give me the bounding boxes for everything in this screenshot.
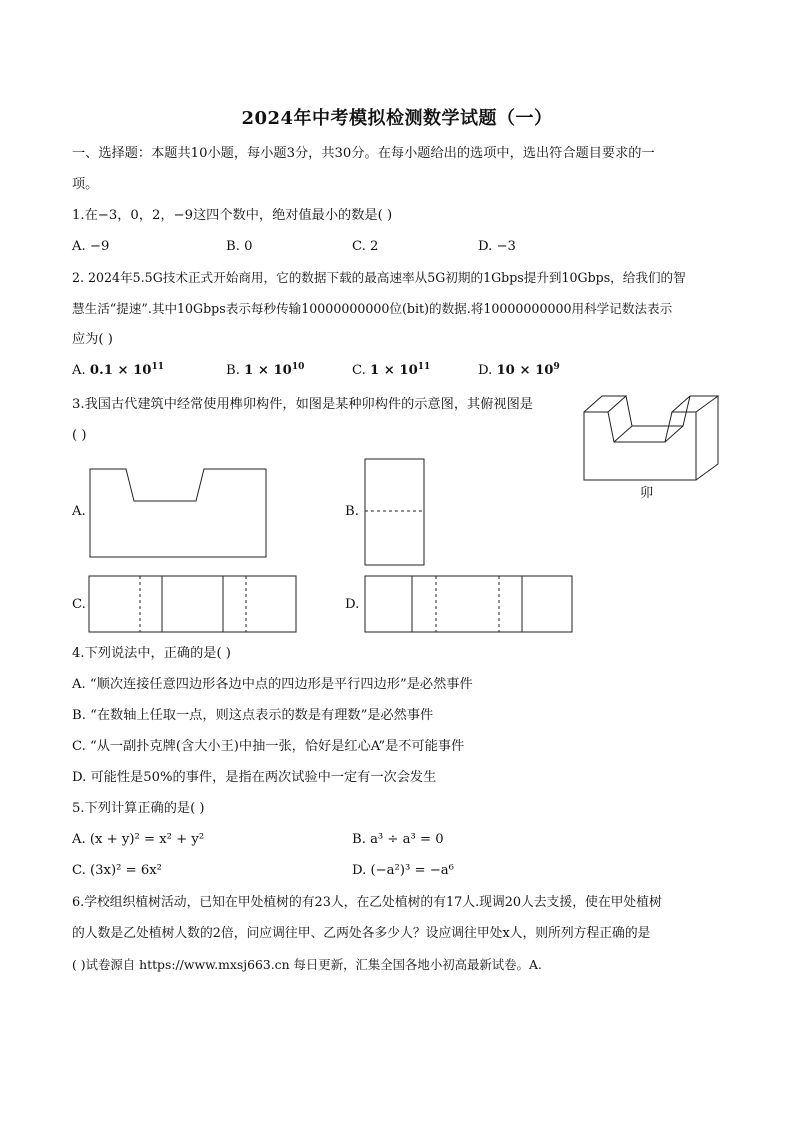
q2-option-c-base: 1 × 10: [370, 363, 418, 378]
q1-option-b: B. 0: [226, 239, 253, 254]
q5-option-d: D. (−a²)³ = −a⁶: [352, 863, 454, 878]
section-instructions-line1: 一、选择题：本题共10小题，每小题3分，共30分。在每小题给出的选项中，选出符合题目要求的一: [72, 146, 655, 161]
q2-option-b-base: 1 × 10: [244, 363, 292, 378]
q2-option-c: [352, 362, 430, 380]
q5-option-a: A. (x + y)² = x² + y²: [72, 832, 205, 847]
q2-option-b-exp: 10: [291, 362, 305, 372]
q2-option-c-exp: 11: [417, 362, 431, 372]
q3-line1: 3.我国古代建筑中经常使用榫卯构件，如图是某种卯构件的示意图，其俯视图是: [72, 397, 533, 412]
section-instructions-line2: 项。: [72, 177, 99, 192]
q3-option-b-label: B.: [345, 504, 359, 519]
q5-option-c: C. (3x)² = 6x²: [72, 863, 162, 878]
q2-option-d-base: 10 × 10: [496, 363, 554, 378]
q1-option-a: A. −9: [72, 239, 110, 254]
q2-option-c-label: C.: [352, 363, 366, 378]
q2-option-b: [226, 362, 304, 380]
q2-line1: 2. 2024年5.5G技术正式开始商用，它的数据下载的最高速率从5G初期的1Gbps提升到10Gbps，给我们的智: [72, 270, 686, 285]
q2-option-a-label: A.: [72, 363, 86, 378]
q4-option-b: B. “在数轴上任取一点，则这点表示的数是有理数”是必然事件: [72, 708, 434, 723]
q2-line2: 慧生活“提速”.其中10Gbps表示每秒传输10000000000位(bit)的数据.将10000000000用科学记数法表示: [72, 301, 673, 316]
q6-line1: 6.学校组织植树活动，已知在甲处植树的有23人，在乙处植树的有17人.现调20人去支援，使在甲处植树: [72, 895, 662, 910]
q2-option-a-base: 0.1 × 10: [89, 363, 152, 378]
q4-option-a: A. “顺次连接任意四边形各边中点的四边形是平行四边形”是必然事件: [72, 677, 473, 692]
q2-option-b-label: B.: [226, 363, 240, 378]
q1-stem: 1.在−3，0，2，−9这四个数中，绝对值最小的数是( ): [72, 208, 393, 223]
q6-line3: ( )试卷源自 https://www.mxsj663.cn 每日更新，汇集全国各地小初高最新试卷。A.: [72, 957, 542, 972]
q2-option-d-exp: 9: [553, 362, 560, 372]
q3-option-b-figure: [364, 458, 426, 566]
figure-caption: 卯: [640, 486, 654, 501]
q3-option-d-label: D.: [345, 597, 360, 612]
q3-option-c-figure: [88, 575, 298, 633]
q5-stem: 5.下列计算正确的是( ): [72, 801, 205, 816]
q4-stem: 4.下列说法中，正确的是( ): [72, 646, 231, 661]
q3-line2: ( ): [72, 428, 87, 443]
q3-option-d-figure: [364, 575, 574, 633]
q3-option-a-label: A.: [72, 504, 86, 519]
q4-option-d: D. 可能性是50%的事件，是指在两次试验中一定有一次会发生: [72, 770, 437, 785]
q2-option-a: [72, 362, 164, 380]
q1-option-c: C. 2: [352, 239, 379, 254]
q1-option-d: D. −3: [478, 239, 516, 254]
q3-option-a-figure: [88, 468, 268, 558]
q2-option-d: [478, 362, 560, 380]
page-title: 2024年中考模拟检测数学试题（一）: [241, 108, 553, 129]
q6-line2: 的人数是乙处植树人数的2倍，问应调往甲、乙两处各多少人？设应调往甲处x人，则所列方程正确的是: [72, 926, 651, 941]
q3-option-c-label: C.: [72, 597, 86, 612]
mortise-figure: [580, 392, 725, 484]
q5-option-b: B. a³ ÷ a³ = 0: [352, 832, 444, 847]
q4-option-c: C. “从一副扑克牌(含大小王)中抽一张，恰好是红心A”是不可能事件: [72, 739, 465, 754]
q2-line3: 应为( ): [72, 332, 113, 347]
q2-option-a-exp: 11: [151, 362, 164, 372]
q2-option-d-label: D.: [478, 363, 493, 378]
